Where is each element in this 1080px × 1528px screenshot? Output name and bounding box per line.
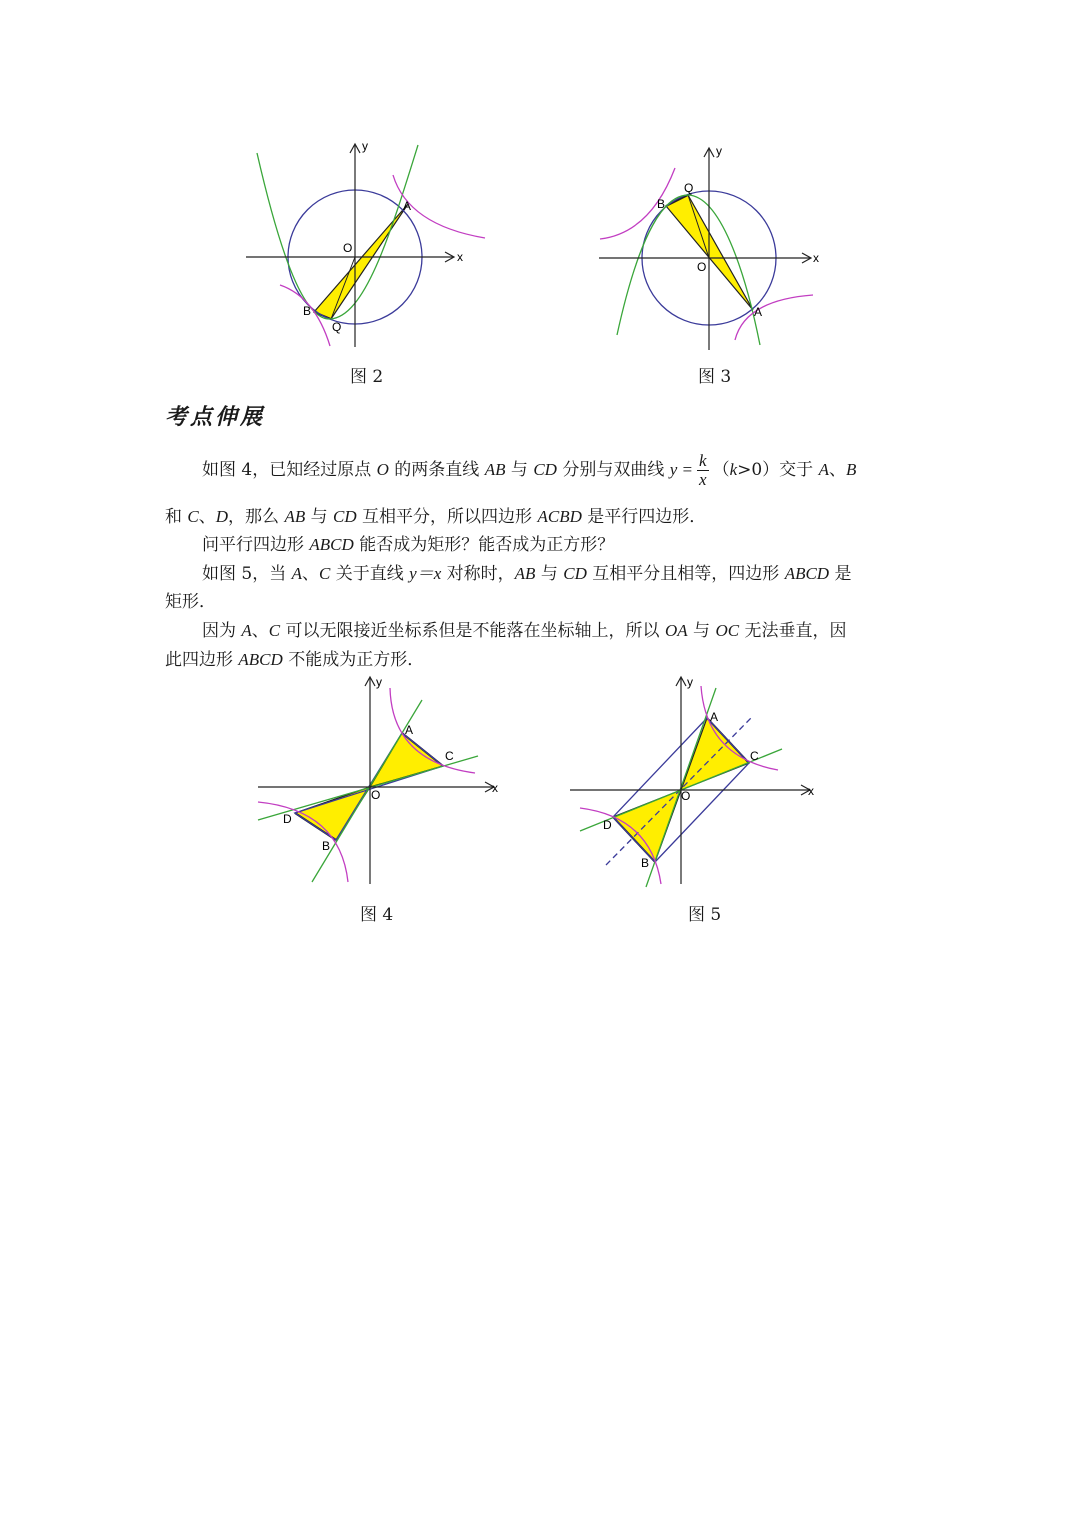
para1-text: 、 <box>828 460 846 480</box>
figure-4-caption: 图 4 <box>360 905 394 925</box>
para4-text: 因为 <box>202 621 242 641</box>
para1-text: 与 <box>505 460 534 480</box>
para1-text: 分别与双曲线 <box>556 460 670 480</box>
para3-var-c: C <box>319 564 331 583</box>
para1-line1 <box>202 452 856 489</box>
para1-text: 的两条直线 <box>388 460 485 480</box>
para4-text: 可以无限接近坐标系但是不能落在坐标轴上，所以 <box>280 621 665 641</box>
para4-line1 <box>202 616 846 641</box>
para3-var-yx: y＝x <box>409 564 442 583</box>
para1-var-ab: AB <box>484 460 506 479</box>
para1-y-eq: y = <box>669 460 694 479</box>
para3-var-abcd: ABCD <box>784 564 830 583</box>
para1-text: 互相平分，所以四边形 <box>356 507 538 527</box>
para1-text: >0）交于 <box>737 460 819 480</box>
fig2-label-o: O <box>343 241 353 255</box>
para2-text: 能否成为矩形？能否成为正方形？ <box>353 535 615 555</box>
para4-text: 与 <box>687 621 716 641</box>
fig4-label-c: C <box>445 749 454 763</box>
fig4-label-y: y <box>376 675 382 689</box>
para2-line1 <box>202 530 614 555</box>
para4-var-oa: OA <box>664 621 688 640</box>
fig2-label-x: x <box>457 250 463 264</box>
fig3-label-a: A <box>754 305 763 319</box>
fig4-label-d: D <box>283 812 292 826</box>
para1-fraction <box>697 452 709 489</box>
figure-3-caption: 图 3 <box>698 367 732 387</box>
para4-line2 <box>165 645 424 670</box>
fig2-label-q: Q <box>332 320 342 334</box>
figure-5-caption: 图 5 <box>688 905 722 925</box>
para1-var-d: D <box>215 507 229 526</box>
para3-line2 <box>165 587 216 612</box>
para4-var-c: C <box>268 621 281 640</box>
fig4-yellow-triangle-lower <box>295 787 370 840</box>
para1-text: （ <box>712 460 730 480</box>
fraction-denominator: x <box>699 470 707 489</box>
para1-text: 、 <box>198 507 216 527</box>
para1-text: 和 <box>165 507 188 527</box>
figure-2-caption: 图 2 <box>350 367 384 387</box>
para1-text: 是平行四边形． <box>581 507 707 527</box>
fig3-label-x: x <box>813 251 819 265</box>
para1-var-k: k <box>729 460 738 479</box>
para1-text: 如图 4，已知经过原点 <box>202 460 377 480</box>
fig2-label-y: y <box>362 139 368 153</box>
figure-4-diagram <box>250 672 505 890</box>
para3-text: 如图 5，当 <box>202 564 292 584</box>
para1-line2 <box>165 502 706 527</box>
fig2-label-a: A <box>403 199 412 213</box>
para3-var-ab: AB <box>514 564 536 583</box>
para1-text: 与 <box>305 507 334 527</box>
para3-text: 对称时， <box>441 564 515 584</box>
fraction-numerator: k <box>699 451 707 470</box>
para3-text: 关于直线 <box>330 564 410 584</box>
para2-var-abcd: ABCD <box>309 535 354 554</box>
para3-text: 、 <box>302 564 320 584</box>
para1-var-a: A <box>818 460 829 479</box>
para4-text: 、 <box>251 621 269 641</box>
para1-var-c: C <box>187 507 199 526</box>
section-heading: 考点伸展 <box>165 405 266 430</box>
fig4-label-a: A <box>405 723 414 737</box>
fig4-label-x: x <box>492 781 498 795</box>
fig5-yellow-triangle-lower <box>613 790 681 862</box>
fig2-label-b: B <box>303 304 312 318</box>
para4-var-abcd: ABCD <box>238 650 283 669</box>
para3-text: 是 <box>829 564 852 584</box>
para3-var-a: A <box>291 564 303 583</box>
para4-var-oc: OC <box>715 621 740 640</box>
para1-var-cd: CD <box>333 507 357 526</box>
figure-2-diagram <box>240 135 500 350</box>
fig5-label-x: x <box>808 784 814 798</box>
fig5-label-d: D <box>603 818 612 832</box>
fig5-label-c: C <box>750 749 759 763</box>
fig4-label-b: B <box>322 839 331 853</box>
figure-5-diagram <box>566 672 821 890</box>
para3-var-cd: CD <box>563 564 587 583</box>
figure-3-diagram <box>595 140 830 355</box>
fig3-label-o: O <box>697 260 707 274</box>
fig3-label-b: B <box>657 197 666 211</box>
para1-var-cd: CD <box>533 460 557 479</box>
fig5-label-b: B <box>641 856 650 870</box>
para1-var-acbd: ACBD <box>537 507 582 526</box>
fig3-label-q: Q <box>684 181 694 195</box>
para1-var-o: O <box>376 460 389 479</box>
para2-text: 问平行四边形 <box>202 535 310 555</box>
para4-text: 不能成为正方形． <box>282 650 425 670</box>
para4-var-a: A <box>241 621 252 640</box>
para1-var-b: B <box>845 460 857 479</box>
fig3-label-y: y <box>716 144 722 158</box>
fig5-label-a: A <box>710 710 719 724</box>
para1-text: ，那么 <box>228 507 285 527</box>
para4-text: 无法垂直，因 <box>739 621 847 641</box>
para3-text: 与 <box>535 564 564 584</box>
fig4-label-o: O <box>371 788 381 802</box>
para4-text: 此四边形 <box>165 650 239 670</box>
fig5-label-o: O <box>681 789 691 803</box>
para3-text: 矩形． <box>165 592 216 612</box>
para1-var-ab: AB <box>284 507 306 526</box>
fig5-label-y: y <box>687 675 693 689</box>
para3-text: 互相平分且相等，四边形 <box>586 564 785 584</box>
para3-line1 <box>202 559 852 584</box>
